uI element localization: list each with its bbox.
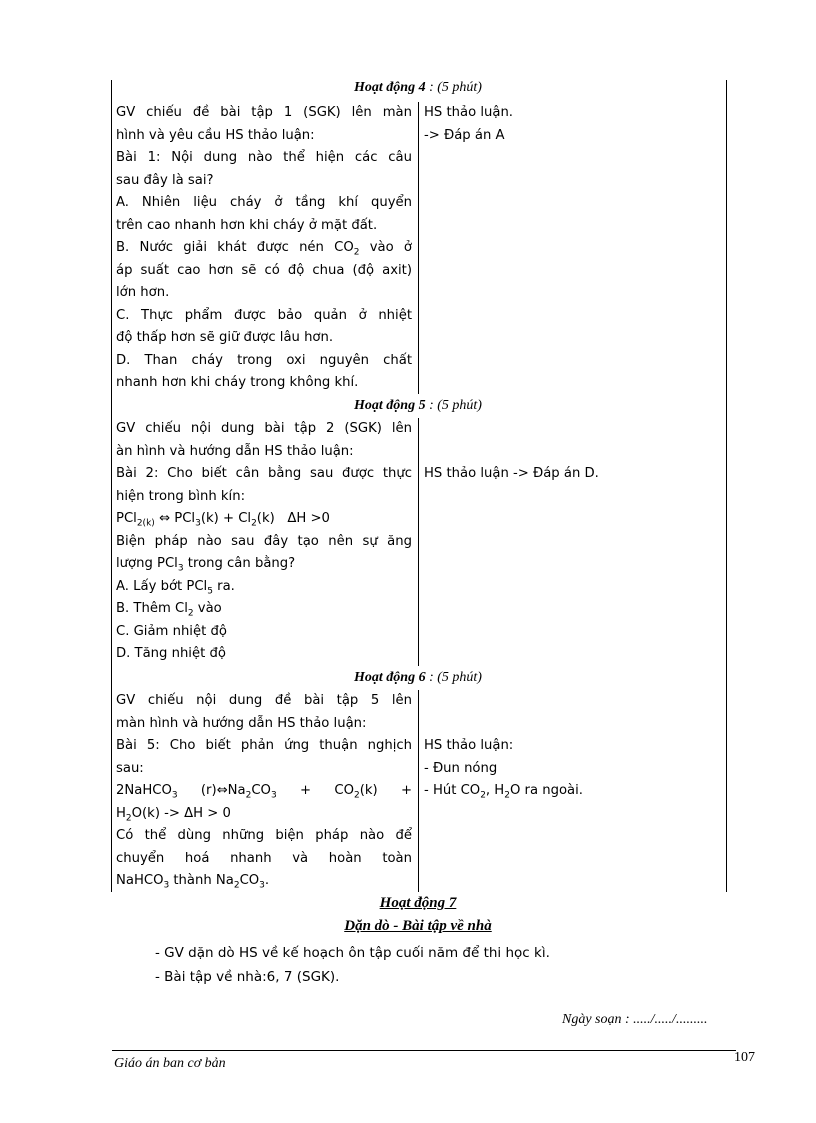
text-line: Bài 1: Nội dung nào thể hiện các câu	[116, 150, 412, 165]
text-line: GV chiếu đề bài tập 1 (SGK) lên màn	[116, 105, 412, 120]
text-line: Có thể dùng những biện pháp nào để	[116, 828, 412, 843]
text-line: NaHCO$_3$ thành $Na_2CO_3$.	[116, 873, 270, 891]
text-line: sau:	[116, 760, 144, 776]
text-line: àn hình và hướng dẫn HS thảo luận:	[116, 443, 354, 459]
text-line: Biện pháp nào sau đây tạo nên sự ăng	[116, 533, 412, 549]
text-line: HS thảo luận -> Đáp án D.	[424, 466, 599, 481]
text-line: chuyển hoá nhanh và hoàn toàn	[116, 850, 412, 866]
activity-6-heading	[109, 668, 727, 688]
activity-4-time: : (5 phút)	[429, 80, 482, 95]
text-line: sau đây là sai?	[116, 172, 214, 188]
activity-5-title: Hoạt động 5	[354, 398, 426, 413]
text-line: HS thảo luận.	[424, 105, 514, 120]
text-line: lớn hơn.	[116, 285, 170, 300]
activity-4-teacher	[116, 102, 412, 395]
text-line: - Hút $CO_2$, $H_2O$ ra ngoài.	[424, 783, 583, 801]
column-divider-5	[418, 418, 419, 666]
homework-list	[155, 941, 550, 989]
text-line: D. Than cháy trong oxi nguyên chất	[116, 352, 412, 368]
text-line: A. Nhiên liệu cháy ở tầng khí quyển	[116, 195, 412, 210]
homework-item: - GV dặn dò HS về kế hoạch ôn tập cuối năm để thi học kì.	[155, 945, 550, 961]
option-b: B. Thêm $Cl_2$ vào	[116, 601, 222, 619]
activity-4-title: Hoạt động 4	[354, 80, 426, 95]
text-line: màn hình và hướng dẫn HS thảo luận:	[116, 715, 367, 731]
column-divider-4	[418, 102, 419, 394]
text-line: C. Thực phẩm được bảo quản ở nhiệt	[116, 307, 412, 323]
page-number: 107	[734, 1050, 755, 1065]
activity-4-heading	[109, 78, 727, 98]
text-line: hiện trong bình kín:	[116, 488, 246, 504]
homework-item: - Bài tập về nhà:6, 7 (SGK).	[155, 969, 340, 985]
text-line: nhanh hơn khi cháy trong không khí.	[116, 375, 359, 390]
column-divider-6	[418, 690, 419, 892]
option-a: A. Lấy bớt PCl$_5$ ra.	[116, 578, 235, 597]
activity-6-student	[424, 735, 724, 803]
equation-1: 2NaHCO$_3$ $(r)\Leftrightarrow Na_2CO_3 + CO_2(k)$ +	[116, 783, 412, 801]
activity-5-time: : (5 phút)	[429, 398, 482, 413]
footer-text: Giáo án ban cơ bản	[114, 1056, 226, 1071]
text-line: áp suất cao hơn sẽ có độ chua (độ axit)	[116, 262, 412, 278]
text-line-co2: B. Nước giải khát được nén $CO_2$ vào ở	[116, 240, 412, 258]
text-line: độ thấp hơn sẽ giữ được lâu hơn.	[116, 330, 334, 345]
equation-2: $H_2O(k) -> \Delta H > 0$	[116, 805, 231, 824]
activity-6-time: : (5 phút)	[429, 670, 482, 685]
table-right-border	[726, 80, 727, 892]
text-line: -> Đáp án A	[424, 127, 505, 143]
text-line: Bài 5: Cho biết phản ứng thuận nghịch	[116, 738, 412, 753]
text-line: GV chiếu nội dung đề bài tập 5 lên	[116, 693, 412, 708]
activity-5-student	[424, 463, 724, 486]
activity-6-title: Hoạt động 6	[354, 670, 426, 685]
homework-title: Dặn dò - Bài tập về nhà	[344, 918, 492, 934]
activity-4-student	[424, 102, 724, 147]
text-line: - Đun nóng	[424, 760, 498, 776]
text-line: lượng PCl$_3$ trong cân bằng?	[116, 556, 296, 574]
footer-rule	[112, 1050, 736, 1051]
option-d: D. Tăng nhiệt độ	[116, 646, 226, 661]
text-line: hình và yêu cầu HS thảo luận:	[116, 127, 315, 143]
equation: PCl$_{2(k)}$ ⇔ $PCl_3(k) + Cl_2(k)$ ΔH >0	[116, 511, 330, 529]
table-left-border	[111, 80, 112, 892]
text-line: Bài 2: Cho biết cân bằng sau được thực	[116, 466, 412, 481]
text-line: GV chiếu nội dung bài tập 2 (SGK) lên	[116, 421, 412, 436]
date-line: Ngày soạn : ...../...../.........	[562, 1012, 708, 1027]
activity-5-heading	[109, 396, 727, 416]
activity-5-teacher	[116, 418, 412, 666]
activity-6-teacher	[116, 690, 412, 893]
option-c: C. Giảm nhiệt độ	[116, 623, 227, 639]
text-line: trên cao nhanh hơn khi cháy ở mặt đất.	[116, 217, 378, 233]
activity-7-title: Hoạt động 7	[379, 895, 457, 911]
text-line: HS thảo luận:	[424, 738, 514, 753]
